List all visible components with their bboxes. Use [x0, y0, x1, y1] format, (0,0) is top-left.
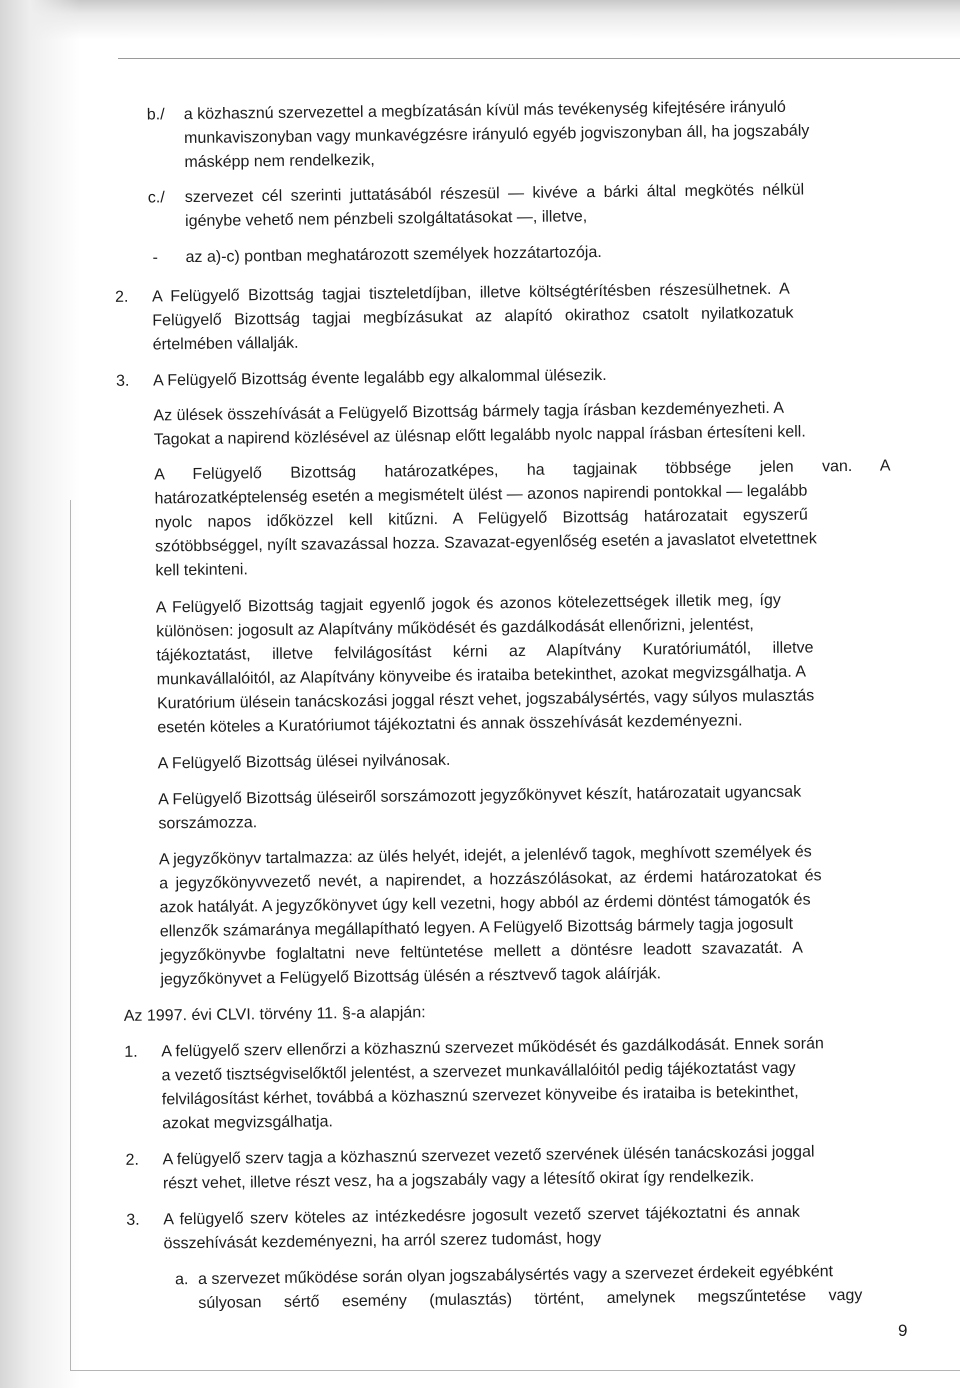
text-line: esetén köteles a Kuratóriumot tájékoztatni és annak összehívását kezdeményezni. — [157, 712, 743, 737]
text-line: különösen: jogosult az Alapítvány működését és gazdálkodását ellenőrizni, jelentést, — [156, 616, 754, 641]
text-line: ellenzők számaránya megállapítható legyen. A Felügyelő Bizottság bármely tagja jogosult — [159, 915, 794, 941]
section-heading: Az 1997. évi CLVI. törvény 11. §-a alapján: — [123, 1004, 426, 1025]
text-line: sorszámozza. — [158, 814, 258, 833]
text-line: összehívását kezdeményezni, ha arról szerez tudomást, hogy — [163, 1230, 602, 1253]
text-line: A Felügyelő Bizottság ülései nyilvánosak. — [157, 751, 451, 773]
text-line: nyolc napos időközzel kell kitűzni. A Felügyelő Bizottság határozatait egyszerű — [154, 506, 808, 532]
text-line: értelmében vállalják. — [152, 334, 299, 354]
text-line: kell tekinteni. — [155, 561, 248, 580]
text-line: Az ülések összehívását a Felügyelő Bizottság bármely tagja írásban kezdeményezheti. A — [153, 399, 785, 425]
label-3: 3. — [115, 372, 130, 390]
text-line: A Felügyelő Bizottság évente legalább egy alkalommal ülésezik. — [152, 366, 607, 390]
text-line: A felügyelő szerv köteles az intézkedésre jogosult vezető szervet tájékoztatni és annak — [163, 1203, 800, 1229]
label-3b: 3. — [126, 1211, 140, 1229]
label-1: 1. — [124, 1043, 138, 1061]
text-line: Tagokat a napirend közlésével az ülésnap előtt legalább nyolc nappal írásban értesíteni kell. — [153, 423, 806, 449]
text-line: Felügyelő Bizottság tagjai megbízásukat az alapító okirathoz csatolt nyilatkozatuk — [152, 304, 794, 330]
text-line: munkaviszonyban vagy munkavégzésre irányuló egyéb jogviszonyban áll, ha jogszabály — [184, 122, 810, 148]
text-line: Kuratórium ülésein tanácskozási joggal részt vehet, jogszabálysértés, vagy súlyos mulasztás — [156, 687, 815, 713]
text-line: határozatképtelenség esetén a megismételt ülést — azonos napirendi pontokkal — legalább — [154, 482, 808, 508]
text-line: a vezető tisztségviselőktől jelentést, a szervezet munkavállalóitól pedig tájékoztatást vagy — [161, 1059, 796, 1085]
text-line: azok hatályát. A jegyzőkönyvet úgy kell vezetni, hogy abból az érdemi döntést támogatók és — [159, 891, 811, 917]
label-2b: 2. — [125, 1151, 140, 1169]
label-b: b./ — [146, 106, 165, 124]
text-line: a közhasznú szervezettel a megbízatásán kívül más tevékenység kifejtésére irányuló — [183, 98, 786, 124]
text-line: A felügyelő szerv ellenőrzi a közhasznú szervezet működését és gazdálkodását. Ennek során — [161, 1035, 824, 1061]
text-line: felvilágosítást kérhet, továbbá a közhasznú szervezet könyveibe és irataiba is betekinthet, — [161, 1083, 799, 1109]
text-line: szótöbbséggel, nyílt szavazással hozza. Szavazat-egyenlőség esetén a javaslatot elvetettnek — [154, 530, 817, 556]
text-line: jegyzőkönyvbe foglaltatni neve feltüntetése mellett a döntésre leadott szavazatát. A — [159, 939, 803, 965]
text-line: az a)-c) pontban meghatározott személyek hozzátartozója. — [185, 243, 602, 267]
text-line: másképp nem rendelkezik, — [184, 151, 375, 172]
text-line: a szervezet működése során olyan jogszabálysértés vagy a szervezet érdekeit egyébként — [197, 1263, 834, 1288]
text-line: szervezet cél szerinti juttatásából részesül — kivéve a bárki által megkötés nélkül — [184, 181, 805, 207]
text-line: jegyzőkönyvet a Felügyelő Bizottság ülésén a résztvevő tagok aláírják. — [160, 965, 662, 989]
text-line: A Felügyelő Bizottság határozatképes, ha tagjainak többsége jelen van. A — [154, 457, 891, 484]
text-line: tájékoztatást, illetve felvilágosítást kérni az Alapítvány Kuratóriumától, illetve — [156, 639, 814, 665]
text-line: munkavállalóitól, az Alapítvány könyveibe és irataiba betekinthet, azokat megvizsgálhatja. A — [156, 663, 807, 689]
text-line: A Felügyelő Bizottság tagjai tiszteletdíjban, illetve költségtérítésben részesülhetnek. A — [151, 280, 790, 306]
text-line: A Felügyelő Bizottság tagjait egyenlő jogok és azonos kötelezettségek illetik meg, így — [155, 591, 781, 617]
text-line: A Felügyelő Bizottság üléseiről sorszámozott jegyzőkönyvet készít, határozatait ugyancsak — [158, 783, 802, 809]
text-line: részt vehet, illetve részt vesz, ha a jogszabály vagy a létesítő okirat így rendelkezik. — [162, 1168, 755, 1193]
label-c: c./ — [147, 189, 165, 207]
label-dash: - — [152, 249, 159, 267]
text-line: súlyosan sértő esemény (mulasztás) történt, amelynek megszűntetése vagy — [198, 1286, 863, 1312]
label-a: a. — [174, 1271, 189, 1289]
page-number: 9 — [898, 1321, 908, 1340]
label-2: 2. — [114, 288, 129, 306]
text-line: A felügyelő szerv tagja a közhasznú szervezet vezető szervének ülésén tanácskozási joggal — [162, 1143, 815, 1169]
text-line: igénybe vehető nem pénzbeli szolgáltatásokat —, illetve, — [185, 208, 588, 231]
text-line: a jegyzőkönyvvezető nevét, a napirendet, a hozzászólásokat, az érdemi határozatokat és — [159, 867, 822, 893]
text-line: A jegyzőkönyv tartalmazza: az ülés helyét, idejét, a jelenlévő tagok, meghívott személyek és — [158, 843, 812, 869]
text-line: azokat megvizsgálhatja. — [162, 1113, 334, 1133]
